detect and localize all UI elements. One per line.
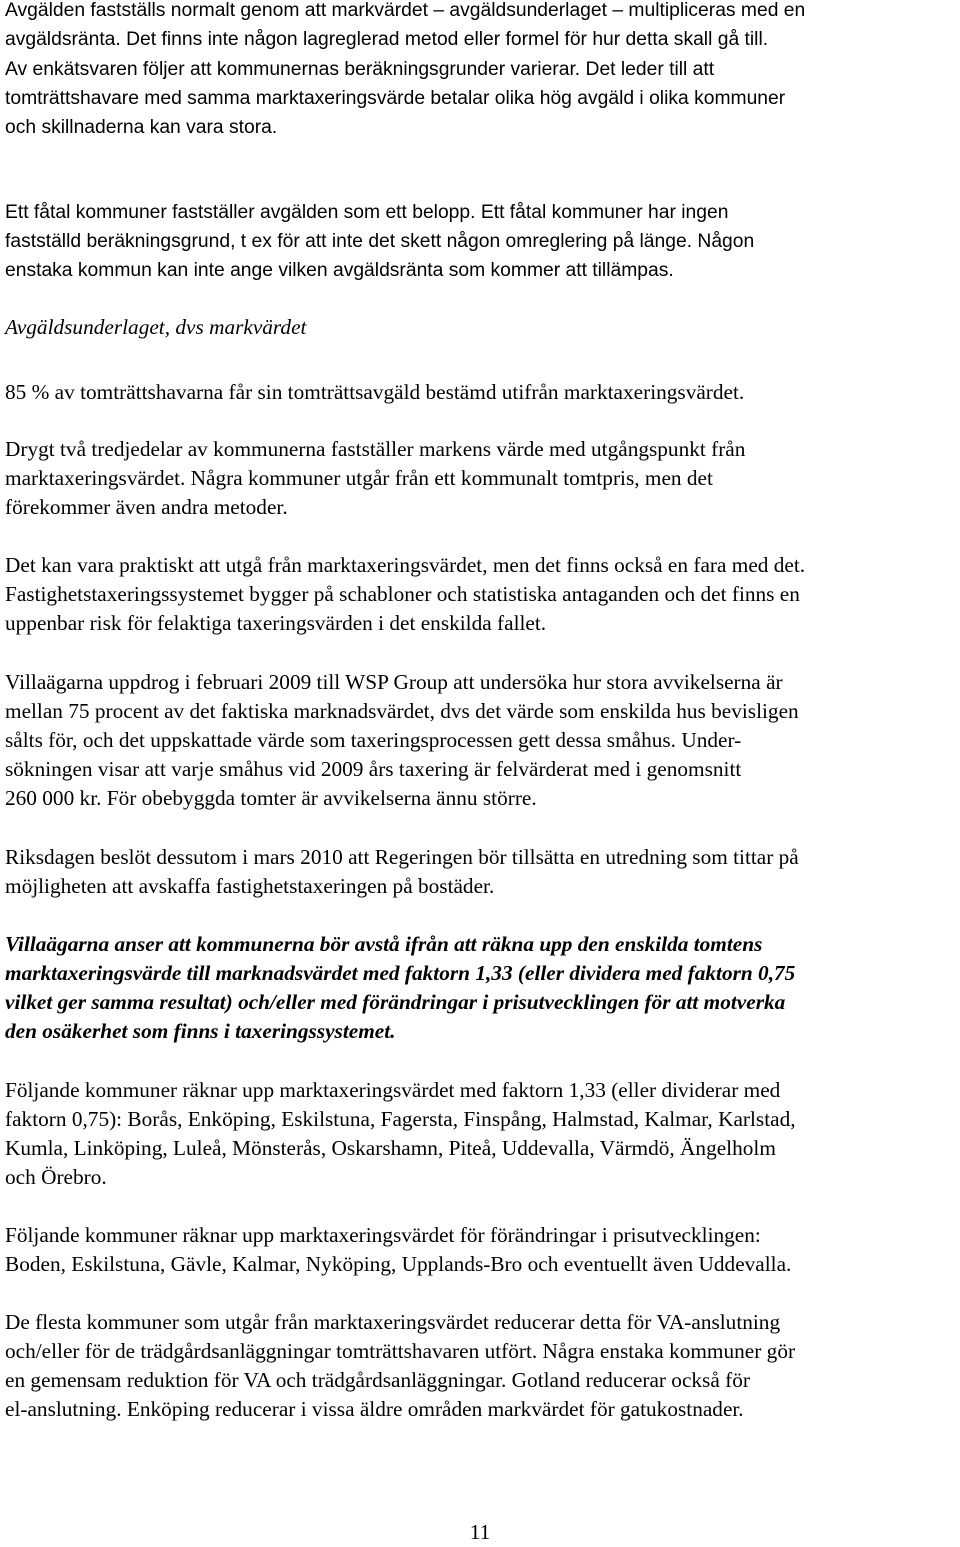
paragraph-85-procent: 85 % av tomträttshavarna får sin tomträttsavgäld bestämd utifrån marktaxeringsvärdet. — [5, 380, 745, 404]
paragraph-praktiskt: Det kan vara praktiskt att utgå från marktaxeringsvärdet, men det finns också en fara med det. Fastighetstaxeringssystemet bygger på schabloner och statistiska antaganden och det finns en uppenbar risk för felaktiga taxeringsvärden i det enskilda fallet. — [5, 553, 806, 635]
paragraph-fatal-kommuner: Ett fåtal kommuner fastställer avgälden som ett belopp. Ett fåtal kommuner har ingen fastställd beräkningsgrund, t ex för att inte det skett någon omreglering på länge. Någon enstaka kommun kan inte ange vilken avgäldsränta som kommer att tillämpas. — [5, 202, 755, 281]
paragraph-riksdagen: Riksdagen beslöt dessutom i mars 2010 att Regeringen bör tillsätta en utredning som tittar på möjligheten att avskaffa fastighetstaxeringen på bostäder. — [5, 845, 799, 898]
paragraph-villaagarna-wsp: Villaägarna uppdrog i februari 2009 till WSP Group att undersöka hur stora avvikelserna är mellan 75 procent av det faktiska marknadsvärdet, dvs det värde som enskilda hus bevisligen sålts för, och det uppskattade värde som taxeringsprocessen gett dessa småhus. Under- sökningen visar att varje småhus vid 2009 års taxering är felvärderat med i genomsnitt 260 000 kr. För obebyggda tomter är avvikelserna ännu större. — [5, 670, 799, 810]
paragraph-avgald-faststalls: Avgälden fastställs normalt genom att markvärdet – avgäldsunderlaget – multipliceras med en avgäldsränta. Det finns inte någon lagreglerad metod eller formel för hur detta skall gå till. — [5, 0, 806, 50]
paragraph-faktorn-kommuner: Följande kommuner räknar upp marktaxeringsvärdet med faktorn 1,33 (eller dividerar med faktorn 0,75): Borås, Enköping, Eskilstuna, Fagersta, Finspång, Halmstad, Kalmar, Karlstad, Kumla, Linköping, Luleå, Mönsterås, Oskarshamn, Piteå, Uddevalla, Värmdö, Ängelholm och Örebro. — [5, 1078, 796, 1189]
section-heading-avgaldsunderlaget: Avgäldsunderlaget, dvs markvärdet — [5, 315, 307, 339]
paragraph-reducerar: De flesta kommuner som utgår från marktaxeringsvärdet reducerar detta för VA-anslutning och/eller för de trädgårdsanläggningar tomträttshavaren utfört. Några enstaka kommuner gör en gemensam reduktion för VA och trädgårdsanläggningar. Gotland reducerar också för el-anslutning. Enköping reducerar i vissa äldre områden markvärdet för gatukostnader. — [5, 1310, 796, 1421]
paragraph-drygt-tva-tredjedelar: Drygt två tredjedelar av kommunerna fastställer markens värde med utgångspunkt från marktaxeringsvärdet. Några kommuner utgår från ett kommunalt tomtpris, men det förekommer även andra metoder. — [5, 437, 746, 519]
paragraph-villaagarna-anser: Villaägarna anser att kommunerna bör avstå ifrån att räkna upp den enskilda tomtens marktaxeringsvärde till marknadsvärdet med faktorn 1,33 (eller dividera med faktorn 0,75 vilket ger samma resultat) och/eller med förändringar i prisutvecklingen för att motverka den osäkerhet som finns i taxeringssystemet. — [5, 932, 796, 1043]
page-number: 11 — [469, 1520, 491, 1544]
paragraph-prisutveckling-kommuner: Följande kommuner räknar upp marktaxeringsvärdet för förändringar i prisutvecklingen: Boden, Eskilstuna, Gävle, Kalmar, Nyköping, Upplands-Bro och eventuellt även Uddevalla. — [5, 1223, 792, 1276]
paragraph-enkatsvaren: Av enkätsvaren följer att kommunernas beräkningsgrunder varierar. Det leder till att tomträttshavare med samma marktaxeringsvärde betalar olika hög avgäld i olika kommuner och skillnaderna kan vara stora. — [5, 59, 786, 138]
